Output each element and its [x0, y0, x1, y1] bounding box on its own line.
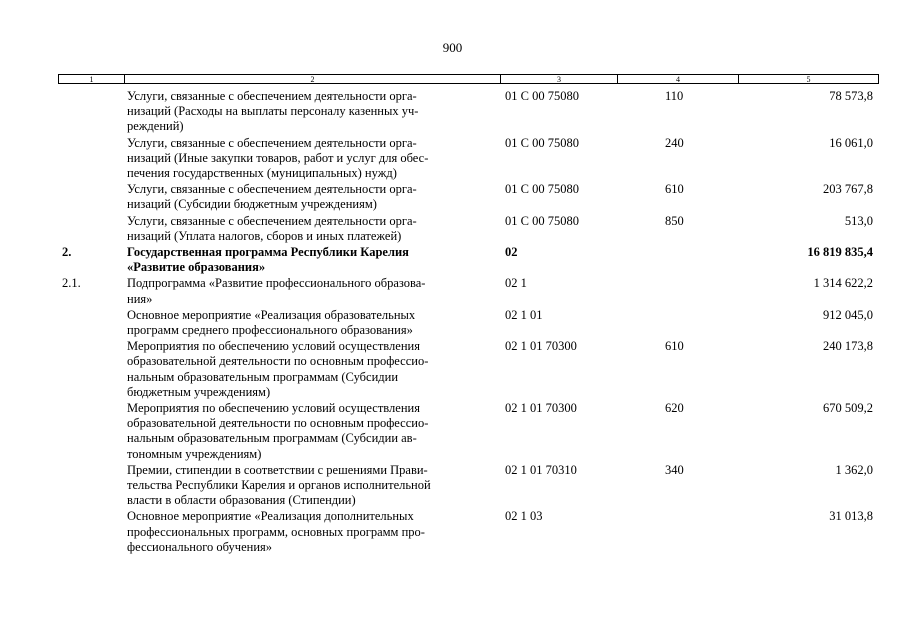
row-amount: 78 573,8 [829, 89, 873, 103]
table-row [58, 182, 879, 212]
row-name-line: власти в области образования (Стипендии) [127, 493, 356, 508]
row-name [124, 276, 500, 306]
table-row [58, 339, 879, 400]
row-amount: 203 767,8 [823, 182, 873, 197]
row-name-line: реждений) [127, 119, 184, 134]
row-name-line: Основное мероприятие «Реализация образовательных [127, 307, 416, 322]
row-name-line: «Развитие образования» [127, 260, 266, 275]
row-number: 2.1. [62, 276, 81, 291]
row-name-line: низаций (Субсидии бюджетным учреждениям) [127, 197, 377, 212]
row-name-line: Услуги, связанные с обеспечением деятельности орга- [127, 213, 417, 228]
page-number: 900 [442, 40, 463, 55]
table-row [58, 214, 879, 244]
row-name [124, 89, 500, 135]
row-name-line: нальным образовательным программам (Субсидии [127, 369, 399, 384]
row-name [124, 463, 500, 509]
row-code: 02 1 01 70310 [505, 462, 577, 477]
row-amount: 1 314 622,2 [813, 276, 873, 291]
row-amount: 513,0 [844, 213, 873, 228]
table-row [58, 245, 879, 275]
table-row [58, 276, 879, 306]
row-code: 02 [505, 245, 518, 260]
row-amount: 912 045,0 [823, 307, 873, 322]
table-row [58, 401, 879, 462]
row-name [124, 136, 500, 182]
row-expense-type: 850 [665, 213, 684, 228]
row-expense-type: 620 [665, 401, 684, 416]
row-name-line: тельства Республики Карелия и органов исполнительной [127, 478, 431, 493]
row-name-line: низаций (Уплата налогов, сборов и иных платежей) [127, 228, 402, 243]
column-header-5: 5 [806, 75, 811, 84]
column-header-1: 1 [59, 75, 125, 83]
row-name [124, 509, 500, 555]
row-expense-type: 610 [665, 339, 684, 354]
row-name-line: Услуги, связанные с обеспечением деятельности орга- [127, 182, 417, 197]
row-name-line: Премии, стипендии в соответствии с решениями Прави- [127, 462, 428, 477]
row-name [124, 401, 500, 462]
row-code: 01 С 00 75080 [505, 182, 579, 197]
row-code: 02 1 01 70300 [505, 339, 577, 354]
row-name-line: нальным образовательным программам (Субсидии ав- [127, 431, 417, 446]
row-name [124, 245, 500, 275]
table-header [58, 74, 879, 84]
row-code: 02 1 01 [505, 307, 543, 322]
row-name-line: Услуги, связанные с обеспечением деятельности орга- [127, 135, 417, 150]
row-name-line: образовательной деятельности по основным профессио- [127, 354, 429, 369]
column-header-4: 4 [618, 75, 739, 83]
table-row [58, 89, 879, 135]
row-name-line: Подпрограмма «Развитие профессионального образова- [127, 276, 426, 291]
row-name-line: профессиональных программ, основных программ про- [127, 524, 425, 539]
row-expense-type: 240 [665, 135, 684, 150]
table-row [58, 136, 879, 182]
row-number: 2. [62, 245, 72, 260]
row-name-line: низаций (Иные закупки товаров, работ и услуг для обес- [127, 150, 429, 165]
column-header-3: 3 [501, 75, 618, 83]
row-name [124, 182, 500, 212]
row-name-line: Основное мероприятие «Реализация дополнительных [127, 509, 414, 524]
table-row [58, 463, 879, 509]
table-row [58, 509, 879, 555]
table-row [58, 308, 879, 338]
row-name-line: программ среднего профессионального образования» [127, 323, 413, 338]
row-code: 01 С 00 75080 [505, 213, 579, 228]
row-code: 01 С 00 75080 [505, 89, 579, 103]
row-name-line: Мероприятия по обеспечению условий осуществления [127, 339, 420, 354]
row-name-line: фессионального обучения» [127, 539, 273, 554]
row-code: 01 С 00 75080 [505, 135, 579, 150]
row-amount: 31 013,8 [829, 509, 873, 524]
row-name-line: низаций (Расходы на выплаты персоналу казенных уч- [127, 104, 419, 119]
row-name-line: ния» [127, 291, 153, 306]
row-name-line: Государственная программа Республики Карелия [127, 245, 409, 260]
row-amount: 16 819 835,4 [807, 245, 873, 260]
row-name-line: Мероприятия по обеспечению условий осуществления [127, 401, 420, 416]
row-code: 02 1 03 [505, 509, 543, 524]
row-name-line: печения государственных (муниципальных) нужд) [127, 166, 397, 181]
row-amount: 16 061,0 [829, 135, 873, 150]
row-name-line: тономным учреждениям) [127, 446, 262, 461]
table-body [58, 89, 879, 556]
row-amount: 670 509,2 [823, 401, 873, 416]
row-code: 02 1 01 70300 [505, 401, 577, 416]
row-code: 02 1 [505, 276, 527, 291]
row-expense-type: 110 [665, 89, 684, 103]
row-name [124, 308, 500, 338]
row-name-line: бюджетным учреждениям) [127, 384, 271, 399]
row-name-line: Услуги, связанные с обеспечением деятельности орга- [127, 89, 417, 103]
row-name-line: образовательной деятельности по основным профессио- [127, 416, 429, 431]
row-name [124, 214, 500, 244]
row-expense-type: 340 [665, 462, 684, 477]
row-name [124, 339, 500, 400]
row-amount: 1 362,0 [835, 462, 873, 477]
row-expense-type: 610 [665, 182, 684, 197]
column-header-2: 2 [125, 75, 501, 83]
row-amount: 240 173,8 [823, 339, 873, 354]
